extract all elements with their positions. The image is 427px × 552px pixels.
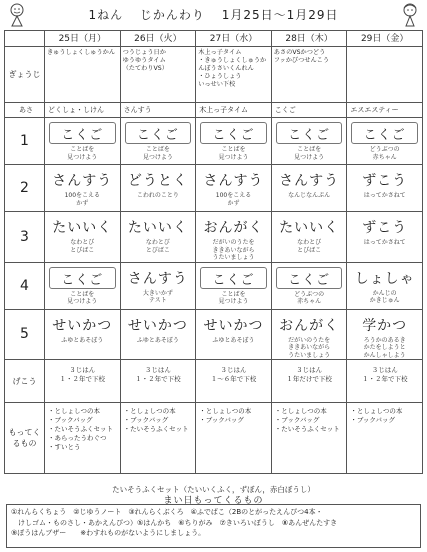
subject-name: こくご	[200, 267, 267, 289]
period-number: 4	[5, 262, 45, 309]
subject-name: さんすう	[279, 173, 340, 189]
lesson-note: ことばを 見つけよう	[218, 290, 249, 305]
bring-item: ・としょしつの本	[199, 407, 252, 415]
dismissal-label: げこう	[5, 360, 45, 403]
lesson-cell	[347, 165, 423, 212]
lesson-note: 100をこえる かず	[215, 192, 252, 207]
period-number: 5	[5, 309, 45, 360]
event-cell: つうじょう日か ゆうゆうタイム （たてわりVS）	[120, 47, 196, 103]
lesson-cell	[45, 165, 121, 212]
daily-items-box	[6, 504, 421, 548]
event-cell	[347, 47, 423, 103]
lesson-note: なわとび とびばこ	[145, 239, 170, 254]
lesson-note: ことばを 見つけよう	[67, 146, 98, 161]
subject-name: せいかつ	[52, 317, 113, 334]
bring-item: ・ブックバッグ	[350, 416, 396, 424]
subject-name: おんがく	[203, 220, 264, 236]
morning-cell: さんすう	[120, 103, 196, 118]
lesson-cell	[347, 309, 423, 360]
schedule-label: じかんわり	[139, 8, 205, 22]
bring-item: ・ブックバッグ	[123, 416, 169, 424]
lesson-cell	[196, 309, 272, 360]
morning-row	[5, 103, 423, 118]
lesson-note: 100をこえる かず	[64, 192, 101, 207]
timetable	[4, 30, 423, 474]
morning-cell: 木上っ子タイム	[196, 103, 272, 118]
bring-item: ・たいそうふくセット	[274, 425, 340, 433]
subject-name: せいかつ	[127, 317, 188, 334]
day-header: 28日（木）	[271, 31, 347, 47]
events-row	[5, 47, 423, 103]
lesson-cell	[45, 309, 121, 360]
subject-name: おんがく	[279, 317, 340, 334]
bring-item: ・あらったうわぐつ	[48, 434, 107, 442]
lesson-cell	[45, 212, 121, 263]
bring-item: ・としょしつの本	[350, 407, 403, 415]
morning-cell: どくしょ・しけん	[45, 103, 121, 118]
daily-items-heading: まい日もってくるもの	[163, 496, 264, 506]
bring-items-cell	[45, 403, 121, 474]
dismissal-cell: ３じはん １・２年で下校	[120, 360, 196, 403]
lesson-cell	[347, 262, 423, 309]
dismissal-row	[5, 360, 423, 403]
period-row	[5, 309, 423, 360]
day-header: 27日（水）	[196, 31, 272, 47]
lesson-note: かんじの かきじゅん	[369, 289, 400, 304]
lesson-cell	[120, 212, 196, 263]
bring-item: ・たいそうふくセット	[48, 425, 113, 433]
lesson-note: ことばを 見つけよう	[67, 290, 98, 305]
dismissal-cell: ３じはん １〜６年で下校	[196, 360, 272, 403]
period-row	[5, 165, 423, 212]
lesson-note: ふゆとあそぼう	[61, 336, 104, 344]
bring-items-cell	[196, 403, 272, 474]
subject-name: さんすう	[52, 173, 113, 189]
period-number: 3	[5, 212, 45, 263]
bring-item: ・としょしつの本	[48, 407, 100, 415]
subject-name: さんすう	[127, 270, 188, 287]
subject-name: ずこう	[362, 220, 408, 236]
lesson-cell	[271, 165, 347, 212]
morning-cell: こくご	[271, 103, 347, 118]
day-header-row	[5, 31, 423, 47]
lesson-note: はってかさねて	[363, 239, 406, 246]
subject-name: たいいく	[127, 220, 188, 236]
daily-items-line: ①れんらくちょう ②じゆうノート ③れんらくぶくろ ④ふでばこ（2Bのとがったえんぴつ4本・	[11, 508, 323, 516]
period-row	[5, 212, 423, 263]
morning-cell: エスエスティー	[347, 103, 423, 118]
lesson-note: だがいのうたを ききあいながら うたいましょう	[288, 336, 331, 359]
dismissal-cell: ３じはん １年だけで下校	[271, 360, 347, 403]
subject-name: どうとく	[127, 173, 188, 189]
lesson-note: だがいのうたを ききあいながら うたいましょう	[212, 239, 255, 261]
lesson-cell	[271, 262, 347, 309]
bring-item: ・としょしつの本	[123, 407, 176, 415]
subject-name: さんすう	[203, 173, 264, 189]
lesson-cell	[45, 262, 121, 309]
lesson-cell	[271, 212, 347, 263]
lesson-cell	[45, 118, 121, 165]
day-header: 26日（火）	[120, 31, 196, 47]
lesson-cell	[347, 118, 423, 165]
subject-name: こくご	[200, 122, 267, 144]
lesson-cell	[271, 118, 347, 165]
lesson-note: なわとび とびばこ	[297, 239, 322, 254]
lesson-note: なわとび とびばこ	[70, 239, 95, 254]
lesson-note: ことばを 見つけよう	[294, 146, 325, 161]
subject-name: 学かつ	[362, 317, 408, 334]
lesson-note: ふゆとあそぼう	[212, 336, 255, 344]
lesson-cell	[196, 165, 272, 212]
subject-name: こくご	[351, 122, 418, 144]
daily-items-line: けしゴム・ものさし・あかえんぴつ）⑤はんかち ⑥ちりがみ ⑦きいろいぼうし ⑧あんぜんたすき	[11, 518, 338, 527]
period-number: 2	[5, 165, 45, 212]
lesson-cell	[196, 212, 272, 263]
bring-item: ・すいとう	[48, 443, 81, 451]
subject-name: しょしゃ	[354, 270, 415, 287]
subject-name: こくご	[125, 122, 192, 144]
lesson-note: こわれのことり	[136, 192, 179, 199]
bring-item: ・ブックバッグ	[274, 416, 320, 424]
lesson-note: ろうかのあるき かたをしようと かんしゃしよう	[363, 336, 406, 359]
lesson-cell	[271, 309, 347, 360]
lesson-note: なんじなんぷん	[288, 192, 331, 199]
subject-name: こくご	[276, 122, 343, 144]
period-row	[5, 262, 423, 309]
event-cell: 木上っ子タイム ・きゅうしょくしゅうかんぼうさいくんれん ・ひょうしょう いっせい下校	[196, 47, 272, 103]
corner-cell	[5, 31, 45, 47]
subject-name: たいいく	[279, 220, 340, 236]
lesson-note: どうぶつの 赤ちゃん	[369, 146, 400, 161]
daily-items-line: ⑨ぼうはんブザー ※わすれものがないようにしましょう。	[11, 529, 206, 537]
lesson-cell	[196, 118, 272, 165]
subject-name: たいいく	[52, 220, 113, 236]
date-range: 1月25日〜1月29日	[221, 8, 339, 22]
day-header: 25日（月）	[45, 31, 121, 47]
subject-name: こくご	[49, 267, 116, 289]
gym-clothes-note: たいそうふくセット（たいいくふく，ずぼん，赤白ぼうし）	[112, 485, 315, 494]
bring-item: ・たいそうふくセット	[123, 425, 189, 433]
dismissal-cell: ３じはん １・２年で下校	[347, 360, 423, 403]
morning-label: あさ	[5, 103, 45, 118]
grade-label: 1ねん	[88, 8, 124, 22]
bring-items-cell	[347, 403, 423, 474]
bring-item: ・ブックバッグ	[48, 416, 93, 424]
dismissal-cell: ３じはん １・２年で下校	[45, 360, 121, 403]
events-label: ぎょうじ	[5, 47, 45, 103]
event-cell: あさのVSかつどう フッかびつせんこう	[271, 47, 347, 103]
lesson-note: ことばを 見つけよう	[142, 146, 173, 161]
bring-items-row	[5, 403, 423, 474]
subject-name: こくご	[276, 267, 343, 289]
period-number: 1	[5, 118, 45, 165]
lesson-note: ふゆとあそぼう	[136, 336, 179, 344]
bring-item: ・としょしつの本	[274, 407, 327, 415]
lesson-cell	[347, 212, 423, 263]
lesson-note: 大きいかず テスト	[142, 289, 173, 304]
lesson-cell	[120, 309, 196, 360]
lesson-cell	[120, 262, 196, 309]
lesson-note: どうぶつの 赤ちゃん	[294, 290, 325, 305]
period-row	[5, 118, 423, 165]
lesson-cell	[120, 165, 196, 212]
bring-item: ・ブックバッグ	[199, 416, 244, 424]
lesson-cell	[120, 118, 196, 165]
subject-name: こくご	[49, 122, 116, 144]
bring-items-cell	[120, 403, 196, 474]
lesson-cell	[196, 262, 272, 309]
bring-items-label: もってくるもの	[5, 403, 45, 474]
lesson-note: ことばを 見つけよう	[218, 146, 249, 161]
subject-name: ずこう	[362, 173, 408, 189]
day-header: 29日（金）	[347, 31, 423, 47]
lesson-note: はってかさねて	[363, 192, 406, 199]
event-cell: きゅうしょくしゅうかん	[45, 47, 121, 103]
page-title	[0, 6, 427, 23]
bring-items-cell	[271, 403, 347, 474]
subject-name: せいかつ	[203, 317, 264, 334]
